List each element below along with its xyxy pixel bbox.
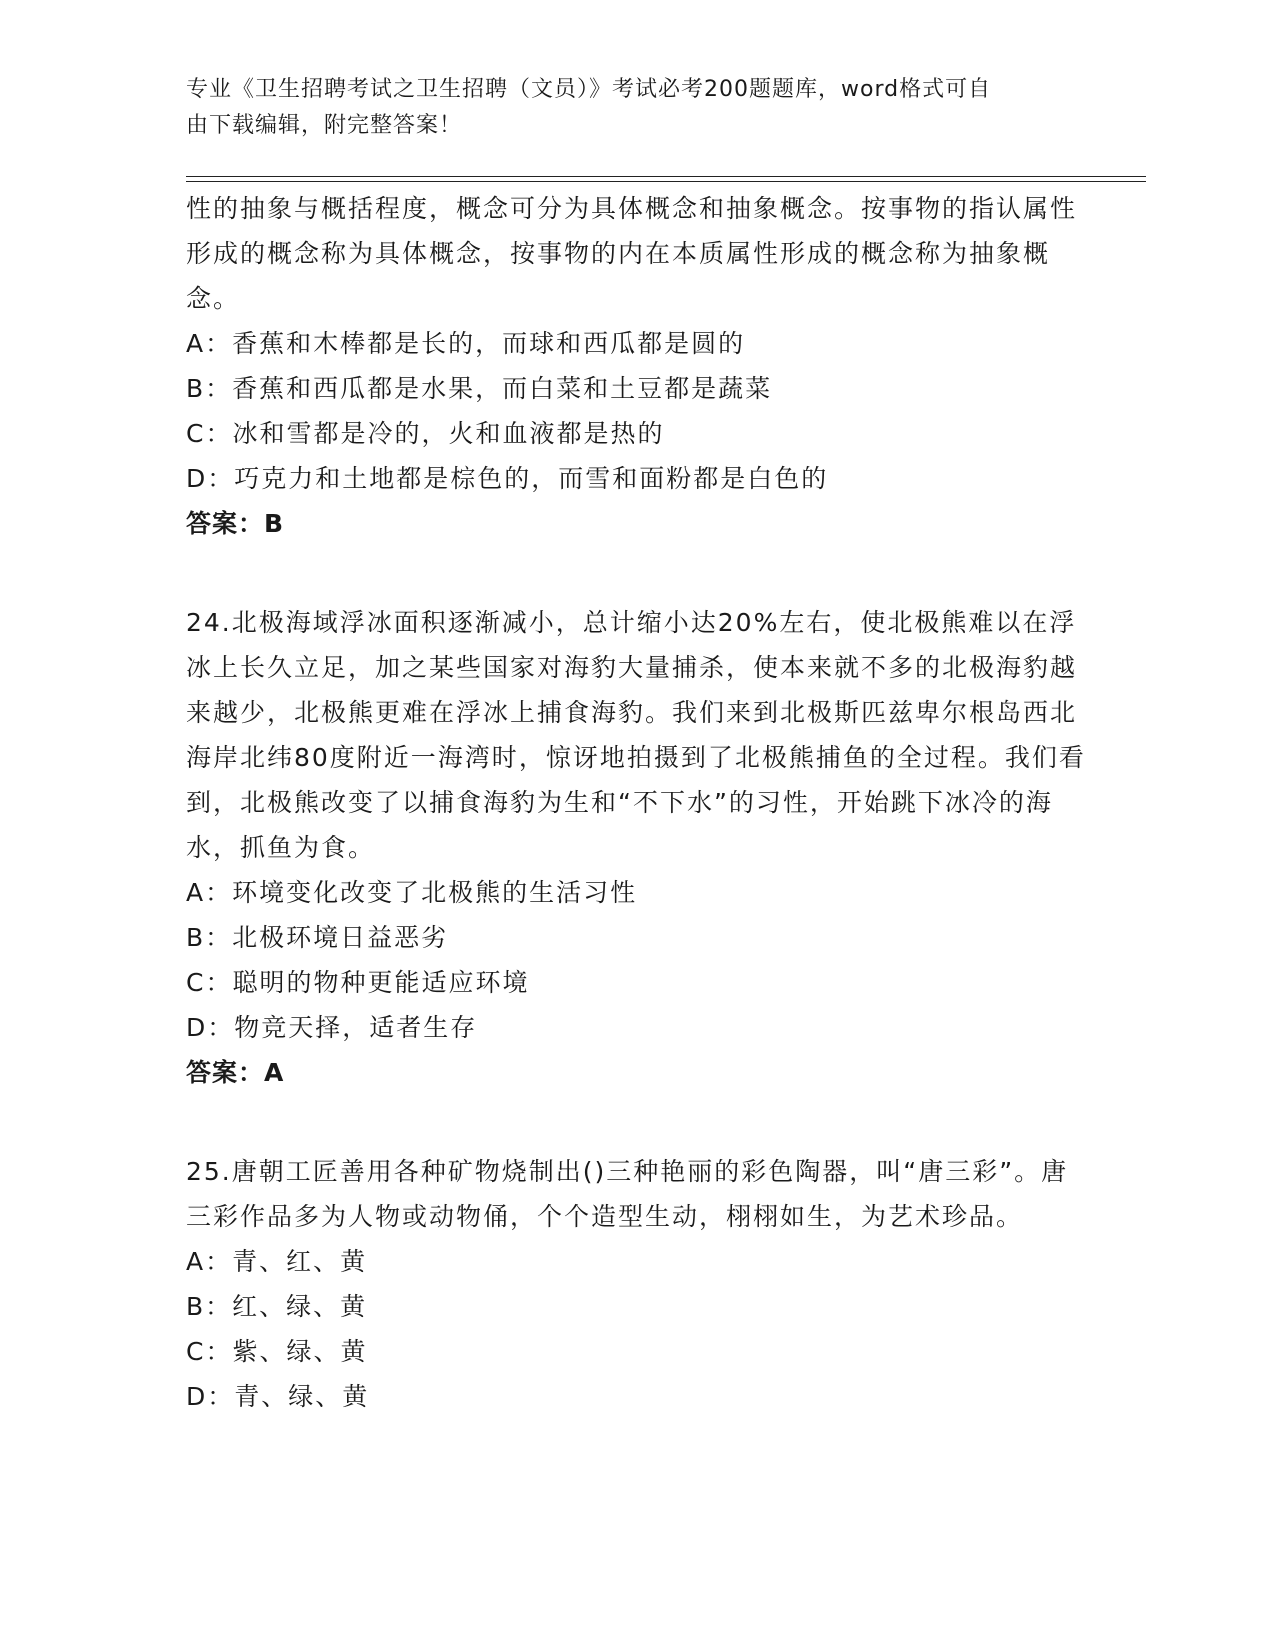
- option-a: A：香蕉和木棒都是长的，而球和西瓜都是圆的: [186, 329, 746, 358]
- question-text: 性的抽象与概括程度，概念可分为具体概念和抽象概念。按事物的指认属性形成的概念称为具体概念，按事物的内在本质属性形成的概念称为抽象概念。: [186, 194, 1078, 313]
- option-b: B：香蕉和西瓜都是水果，而白菜和土豆都是蔬菜: [186, 374, 773, 403]
- option-a: A：青、红、黄: [186, 1247, 368, 1276]
- option-c: C：聪明的物种更能适应环境: [186, 968, 530, 997]
- document-body: [186, 186, 1086, 1419]
- question-text: 25.唐朝工匠善用各种矿物烧制出()三种艳丽的彩色陶器，叫“唐三彩”。唐三彩作品多为人物或动物俑，个个造型生动，栩栩如生，为艺术珍品。: [186, 1157, 1069, 1231]
- option-a: A：环境变化改变了北极熊的生活习性: [186, 878, 638, 907]
- option-b: B：红、绿、黄: [186, 1292, 368, 1321]
- question-25: [186, 1149, 1086, 1419]
- answer: 答案：B: [186, 509, 285, 538]
- question-24: [186, 600, 1086, 1095]
- option-c: C：紫、绿、黄: [186, 1337, 368, 1366]
- question-23: [186, 186, 1086, 546]
- question-text: 24.北极海域浮冰面积逐渐减小，总计缩小达20%左右，使北极熊难以在浮冰上长久立足，加之某些国家对海豹大量捕杀，使本来就不多的北极海豹越来越少，北极熊更难在浮冰上捕食海豹。我们来到北极斯匹兹卑尔根岛西北海岸北纬80度附近一海湾时，惊讶地拍摄到了北极熊捕鱼的全过程。我们看到，北极熊改变了以捕食海豹为生和“不下水”的习性，开始跳下冰冷的海水，抓鱼为食。: [186, 608, 1086, 862]
- option-d: D：巧克力和土地都是棕色的，而雪和面粉都是白色的: [186, 464, 829, 493]
- header-line-2: 由下载编辑，附完整答案！: [186, 113, 463, 138]
- page-header: [186, 72, 1066, 144]
- header-line-1: 专业《卫生招聘考试之卫生招聘（文员）》考试必考200题题库，word格式可自: [186, 77, 992, 102]
- option-d: D：青、绿、黄: [186, 1382, 370, 1411]
- header-divider-top: [186, 176, 1146, 177]
- answer: 答案：A: [186, 1058, 285, 1087]
- option-b: B：北极环境日益恶劣: [186, 923, 449, 952]
- header-divider-bottom: [186, 181, 1146, 182]
- option-c: C：冰和雪都是冷的，火和血液都是热的: [186, 419, 665, 448]
- option-d: D：物竞天择，适者生存: [186, 1013, 478, 1042]
